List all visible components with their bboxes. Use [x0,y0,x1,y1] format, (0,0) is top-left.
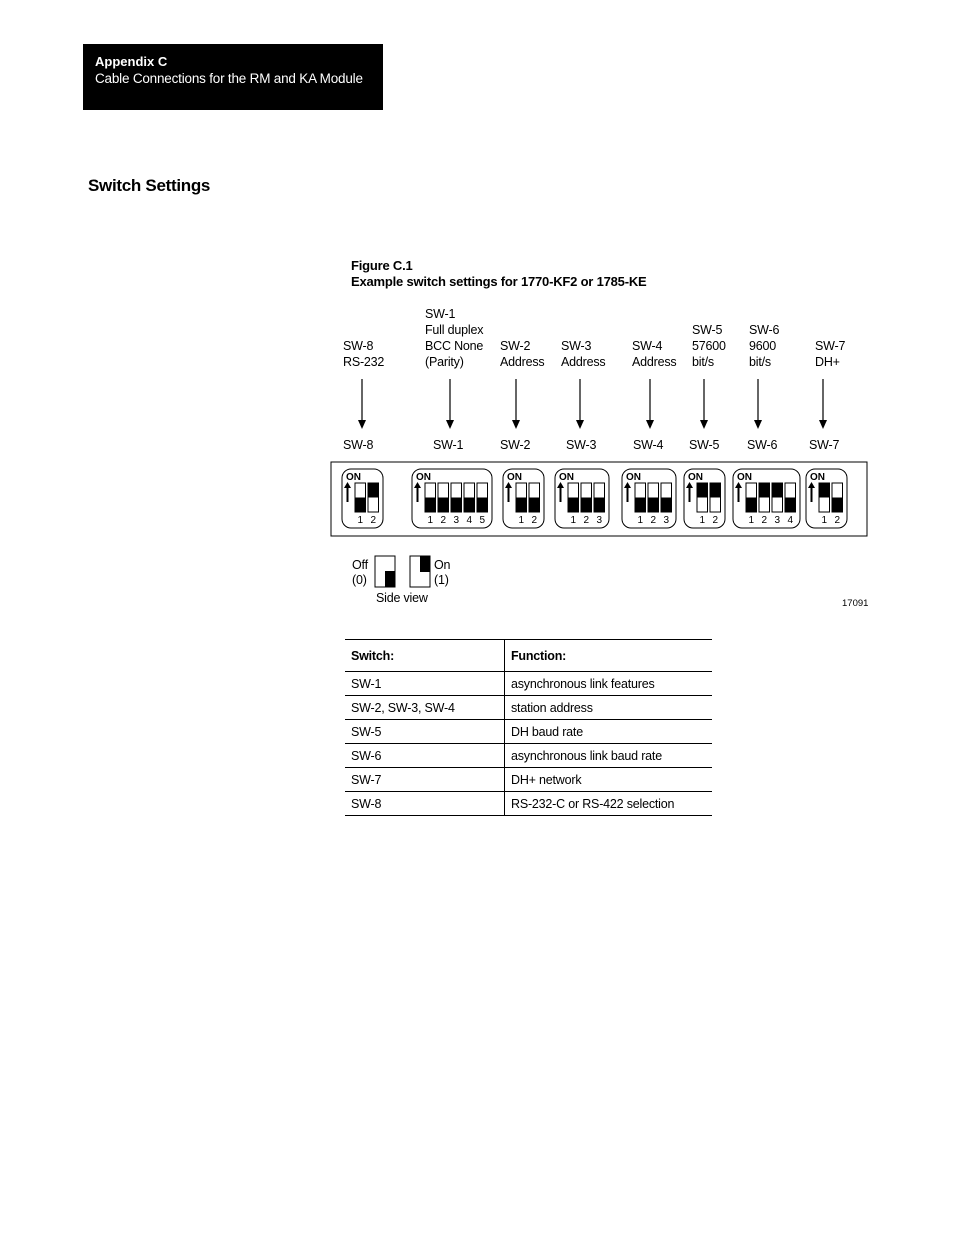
switch-lever-sw-5-2 [710,483,721,498]
top-label-sw5: SW-5 57600 bit/s [692,323,726,369]
position-number-sw-5-1: 1 [699,515,706,526]
switch-lever-sw-1-1 [425,498,436,513]
switch-lever-sw-6-3 [772,483,783,498]
legend-on: On (1) [434,558,451,587]
position-number-sw-2-2: 2 [531,515,538,526]
figure-id: 17091 [842,598,869,609]
arrow-head-sw-4 [646,420,654,429]
table-header-row [345,640,712,672]
switch-name-sw1: SW-1 [433,438,464,452]
top-label-sw8: SW-8 RS-232 [343,339,385,369]
figure-caption-block [351,258,647,290]
switch-lever-sw-3-3 [594,498,605,513]
switch-name-sw4: SW-4 [633,438,664,452]
table-cell-switch: SW-7 [345,768,505,792]
position-number-sw-6-1: 1 [748,515,755,526]
switch-lever-sw-1-5 [477,498,488,513]
figure-caption: Example switch settings for 1770-KF2 or 1785-KE [351,274,647,289]
table-cell-function: asynchronous link features [505,672,713,696]
on-label-sw-5: ON [688,472,703,483]
table-cell-switch: SW-2, SW-3, SW-4 [345,696,505,720]
table-cell-function: RS-232-C or RS-422 selection [505,792,713,816]
on-label-sw-1: ON [416,472,431,483]
switch-lever-sw-7-1 [819,483,830,498]
section-title: Switch Settings [88,176,211,195]
on-label-sw-7: ON [810,472,825,483]
position-number-sw-1-5: 5 [479,515,486,526]
on-label-sw-6: ON [737,472,752,483]
switch-lever-sw-1-4 [464,498,475,513]
figure-number: Figure C.1 [351,258,413,273]
position-number-sw-2-1: 1 [518,515,525,526]
position-number-sw-8-2: 2 [370,515,377,526]
position-number-sw-4-3: 3 [663,515,670,526]
switch-name-sw3: SW-3 [566,438,597,452]
switch-lever-sw-3-1 [568,498,579,513]
switch-lever-sw-8-2 [368,483,379,498]
table-cell-switch: SW-1 [345,672,505,696]
switch-lever-sw-6-4 [785,498,796,513]
arrow-head-sw-8 [358,420,366,429]
table-cell-switch: SW-6 [345,744,505,768]
switch-lever-sw-1-2 [438,498,449,513]
arrow-head-sw-5 [700,420,708,429]
switch-name-sw6: SW-6 [747,438,778,452]
position-number-sw-4-2: 2 [650,515,657,526]
on-label-sw-3: ON [559,472,574,483]
table-row [345,672,712,696]
top-label-sw6: SW-6 9600 bit/s [749,323,780,369]
switch-lever-sw-4-1 [635,498,646,513]
column-header-function: Function: [505,640,713,672]
switch-name-sw2: SW-2 [500,438,531,452]
table-cell-function: asynchronous link baud rate [505,744,713,768]
side-view-off-lever [385,571,395,587]
switch-lever-sw-7-2 [832,498,843,513]
switch-function-table [345,639,712,816]
position-number-sw-1-3: 3 [453,515,460,526]
arrow-head-sw-7 [819,420,827,429]
switch-lever-sw-8-1 [355,498,366,513]
legend-off: Off (0) [352,558,368,587]
top-label-sw7: SW-7 DH+ [815,339,846,369]
table-cell-function: station address [505,696,713,720]
switch-lever-sw-5-1 [697,483,708,498]
position-number-sw-3-3: 3 [596,515,603,526]
top-label-sw4: SW-4 Address [632,339,677,369]
switch-lever-sw-2-1 [516,498,527,513]
table-cell-function: DH+ network [505,768,713,792]
top-label-sw1: SW-1 Full duplex BCC None (Parity) [425,307,484,369]
position-number-sw-5-2: 2 [712,515,719,526]
switch-name-sw7: SW-7 [809,438,840,452]
on-label-sw-4: ON [626,472,641,483]
table-row [345,696,712,720]
position-number-sw-6-2: 2 [761,515,768,526]
switch-lever-sw-6-2 [759,483,770,498]
table-cell-switch: SW-8 [345,792,505,816]
switch-name-sw8: SW-8 [343,438,374,452]
table-row [345,744,712,768]
switch-lever-sw-6-1 [746,498,757,513]
top-label-sw2: SW-2 Address [500,339,545,369]
position-number-sw-7-1: 1 [821,515,828,526]
arrow-head-sw-1 [446,420,454,429]
position-number-sw-1-2: 2 [440,515,447,526]
side-view-on-lever [420,556,430,572]
side-view-diagram [374,555,434,589]
position-number-sw-4-1: 1 [637,515,644,526]
side-view-label: Side view [376,591,428,605]
position-number-sw-3-2: 2 [583,515,590,526]
arrow-head-sw-2 [512,420,520,429]
table-cell-function: DH baud rate [505,720,713,744]
appendix-title: Appendix C [95,54,168,69]
switch-lever-sw-4-3 [661,498,672,513]
on-label-sw-8: ON [346,472,361,483]
dip-switch-diagram [330,376,870,538]
switch-lever-sw-4-2 [648,498,659,513]
table-row [345,720,712,744]
switch-lever-sw-1-3 [451,498,462,513]
position-number-sw-6-4: 4 [787,515,794,526]
appendix-subtitle: Cable Connections for the RM and KA Module [95,71,363,86]
top-label-sw3: SW-3 Address [561,339,606,369]
position-number-sw-1-4: 4 [466,515,473,526]
switch-name-sw5: SW-5 [689,438,720,452]
position-number-sw-8-1: 1 [357,515,364,526]
arrow-head-sw-3 [576,420,584,429]
position-number-sw-1-1: 1 [427,515,434,526]
table-row [345,792,712,816]
switch-lever-sw-3-2 [581,498,592,513]
position-number-sw-6-3: 3 [774,515,781,526]
arrow-head-sw-6 [754,420,762,429]
appendix-header [83,44,383,110]
column-header-switch: Switch: [345,640,505,672]
table-row [345,768,712,792]
on-label-sw-2: ON [507,472,522,483]
position-number-sw-7-2: 2 [834,515,841,526]
position-number-sw-3-1: 1 [570,515,577,526]
table-cell-switch: SW-5 [345,720,505,744]
switch-lever-sw-2-2 [529,498,540,513]
